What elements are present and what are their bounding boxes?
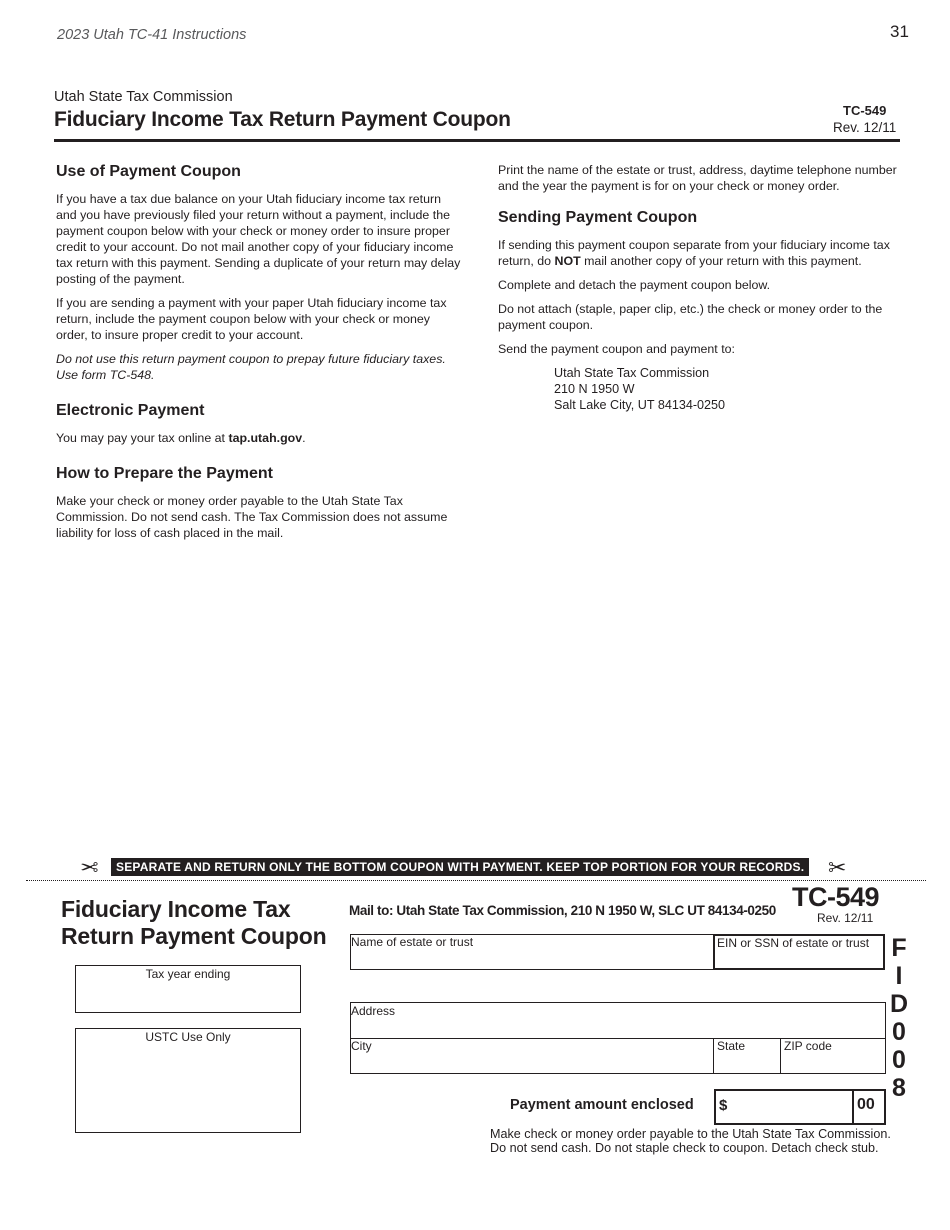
prepare-payment-heading: How to Prepare the Payment xyxy=(56,465,273,482)
dollar-sign: $ xyxy=(719,1097,728,1114)
zip-code-label: ZIP code xyxy=(784,1039,832,1053)
address-label: Address xyxy=(351,1004,396,1018)
city-label: City xyxy=(351,1039,372,1053)
title-rule xyxy=(54,139,900,142)
page-title: Fiduciary Income Tax Return Payment Coupon xyxy=(54,108,511,131)
zip-code-field[interactable] xyxy=(780,1038,886,1074)
scissors-icon: ✂ xyxy=(828,855,847,880)
coupon-title: Fiduciary Income Tax Return Payment Coupon xyxy=(61,896,327,949)
coupon-revision: Rev. 12/11 xyxy=(817,911,874,925)
sending-paragraph: Send the payment coupon and payment to: xyxy=(498,342,735,356)
running-head: 2023 Utah TC-41 Instructions xyxy=(57,27,247,43)
sending-paragraph: Complete and detach the payment coupon below. xyxy=(498,278,771,292)
use-coupon-paragraph: If you have a tax due balance on your Utah fiduciary income tax return and you have previously filed your return without a payment, include the payment coupon below with your check or money order to insure proper credit to your account. Do not mail another copy of your fiduciary income tax return with this payment. Sending a duplicate of your return may delay posting of the payment. xyxy=(56,192,461,286)
electronic-payment-text: You may pay your tax online at tap.utah.gov. xyxy=(56,431,306,445)
scissors-icon: ✂ xyxy=(80,855,99,880)
coupon-footnote: Make check or money order payable to the Utah State Tax Commission. Do not send cash. Do not staple check to coupon. Detach check stub. xyxy=(490,1127,891,1155)
vertical-form-code: F I D 0 0 8 xyxy=(889,934,909,1102)
state-field[interactable] xyxy=(713,1038,781,1074)
prepare-payment-text: Make your check or money order payable to the Utah State Tax Commission. Do not send cash. The Tax Commission does not assume liability for loss of cash placed in the mail. xyxy=(56,494,448,540)
estate-name-label: Name of estate or trust xyxy=(351,935,474,949)
cents-value: 00 xyxy=(857,1096,875,1113)
sending-paragraph: If sending this payment coupon separate from your fiduciary income tax return, do NOT mail another copy of your return with this payment. xyxy=(498,238,890,268)
form-id: TC-549 xyxy=(843,103,887,118)
mailing-address: Utah State Tax Commission 210 N 1950 W Salt Lake City, UT 84134-0250 xyxy=(554,366,726,412)
ustc-use-only-box xyxy=(75,1028,301,1133)
coupon-mail-to: Mail to: Utah State Tax Commission, 210 N 1950 W, SLC UT 84134-0250 xyxy=(349,903,776,918)
state-label: State xyxy=(717,1039,746,1053)
instructions-left-column xyxy=(56,162,461,549)
instructions-right-column xyxy=(498,162,918,413)
ein-ssn-label: EIN or SSN of estate or trust xyxy=(717,936,870,950)
coupon-form-id: TC-549 xyxy=(792,882,880,912)
tax-year-ending-field[interactable] xyxy=(75,965,301,1013)
electronic-payment-heading: Electronic Payment xyxy=(56,402,205,419)
prepay-note: Do not use this return payment coupon to prepay future fiduciary taxes. Use form TC-548. xyxy=(56,352,446,382)
city-field[interactable] xyxy=(350,1038,714,1074)
sending-coupon-heading: Sending Payment Coupon xyxy=(498,209,698,226)
use-coupon-paragraph: If you are sending a payment with your paper Utah fiduciary income tax return, include the payment coupon below with your check or money order, to insure proper credit to your account. xyxy=(56,296,447,342)
agency-name: Utah State Tax Commission xyxy=(54,89,233,105)
tap-link[interactable]: tap.utah.gov xyxy=(228,431,303,445)
use-coupon-heading: Use of Payment Coupon xyxy=(56,163,241,180)
address-field[interactable] xyxy=(350,1002,886,1039)
sending-paragraph: Do not attach (staple, paper clip, etc.) the check or money order to the payment coupon. xyxy=(498,302,883,332)
ein-ssn-field[interactable] xyxy=(713,934,885,970)
page-number: 31 xyxy=(890,22,909,41)
ustc-use-only-label: USTC Use Only xyxy=(145,1030,231,1044)
print-instructions: Print the name of the estate or trust, address, daytime telephone number and the year the payment is for on your check or money order. xyxy=(498,163,897,193)
form-revision: Rev. 12/11 xyxy=(833,120,897,135)
tax-year-ending-label: Tax year ending xyxy=(145,967,231,981)
cut-line xyxy=(26,880,926,881)
estate-name-field[interactable] xyxy=(350,934,714,970)
payment-amount-label: Payment amount enclosed xyxy=(510,1097,694,1113)
separator-banner: SEPARATE AND RETURN ONLY THE BOTTOM COUPON WITH PAYMENT. KEEP TOP PORTION FOR YOUR RECORDS. xyxy=(111,858,809,876)
cents-divider xyxy=(852,1089,854,1125)
